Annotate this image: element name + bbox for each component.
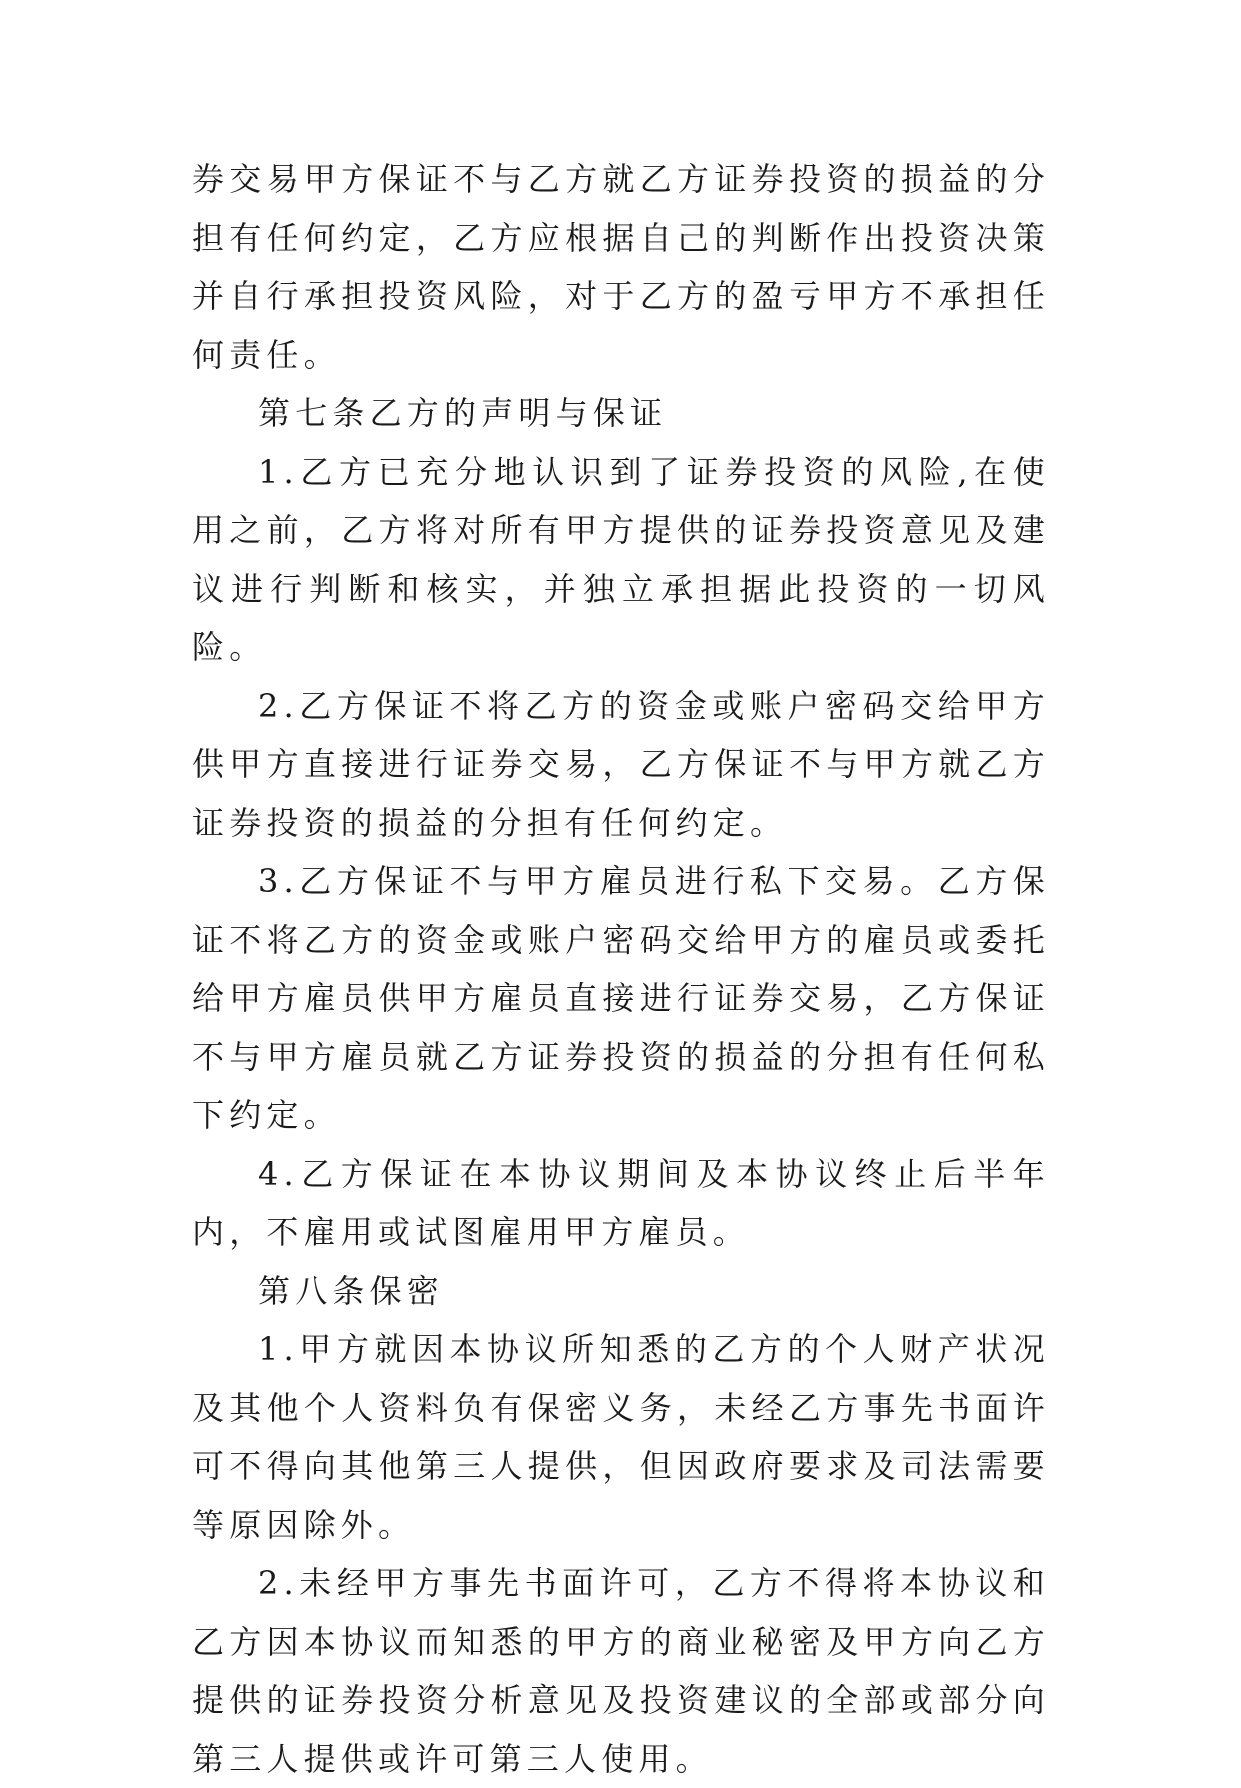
article-8-heading: 第八条保密 — [258, 1271, 445, 1310]
article-7-clause-1: 1.乙方已充分地认识到了证券投资的风险,在使用之前，乙方将对所有甲方提供的证券投资意见及建议进行判断和核实，并独立承担据此投资的一切风险。 — [192, 452, 1050, 666]
article-7-clause-4: 4.乙方保证在本协议期间及本协议终止后半年内，不雇用或试图雇用甲方雇员。 — [192, 1154, 1050, 1251]
article-7-clause-2: 2.乙方保证不将乙方的资金或账户密码交给甲方供甲方直接进行证券交易，乙方保证不与甲方就乙方证券投资的损益的分担有任何约定。 — [192, 686, 1050, 842]
paragraph-continuation: 券交易甲方保证不与乙方就乙方证券投资的损益的分担有任何约定，乙方应根据自己的判断作出投资决策并自行承担投资风险，对于乙方的盈亏甲方不承担任何责任。 — [192, 160, 1050, 374]
article-8-clause-2: 2.未经甲方事先书面许可，乙方不得将本协议和乙方因本协议而知悉的甲方的商业秘密及甲方向乙方提供的证券投资分析意见及投资建议的全部或部分向第三人提供或许可第三人使用。 — [192, 1564, 1050, 1778]
article-7-clause-3: 3.乙方保证不与甲方雇员进行私下交易。乙方保证不将乙方的资金或账户密码交给甲方的雇员或委托给甲方雇员供甲方雇员直接进行证券交易，乙方保证不与甲方雇员就乙方证券投资的损益的分担有任何私下约定。 — [192, 862, 1050, 1134]
document-body — [192, 150, 1050, 1788]
article-7-heading: 第七条乙方的声明与保证 — [258, 394, 668, 432]
article-8-clause-1: 1.甲方就因本协议所知悉的乙方的个人财产状况及其他个人资料负有保密义务，未经乙方事先书面许可不得向其他第三人提供，但因政府要求及司法需要等原因除外。 — [192, 1330, 1050, 1544]
